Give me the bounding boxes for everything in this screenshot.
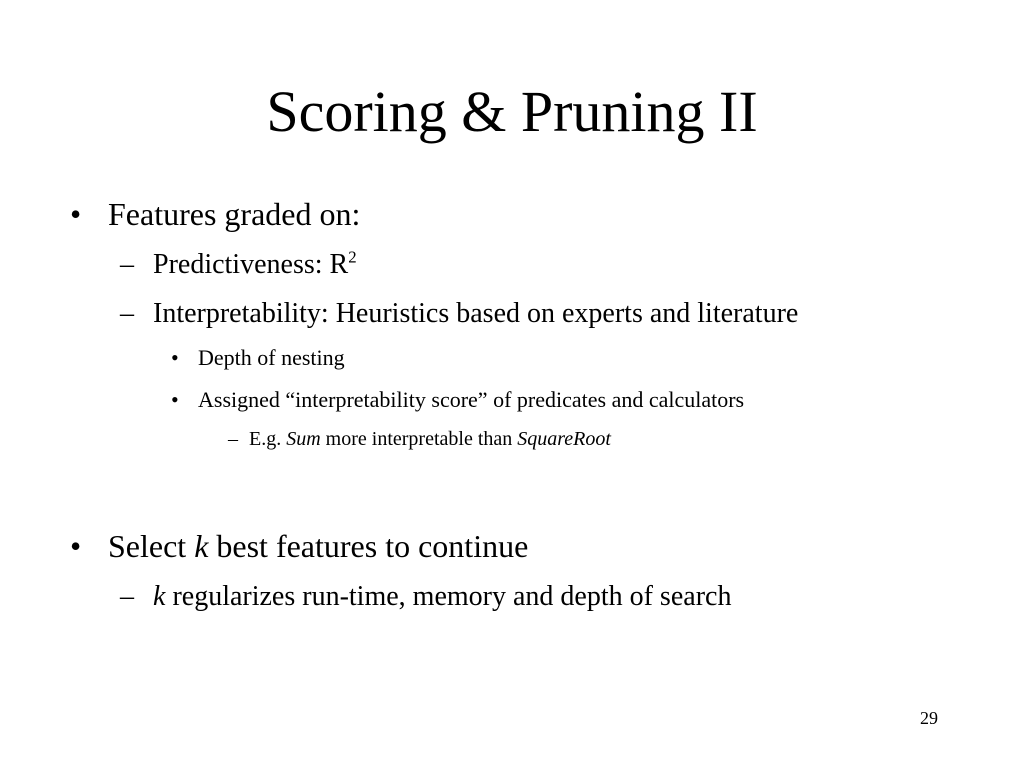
- example-sum: Sum: [286, 428, 321, 450]
- example-middle: more interpretable than: [320, 428, 518, 450]
- example-prefix: E.g.: [249, 428, 287, 450]
- example-squareroot: SquareRoot: [517, 428, 611, 450]
- dash-marker: –: [120, 249, 134, 280]
- bullet-marker: •: [171, 387, 179, 412]
- sub-sub-bullet-depth-nesting: Depth of nesting: [198, 345, 345, 370]
- predictiveness-superscript: 2: [348, 247, 357, 267]
- sub-bullet-predictiveness: [153, 248, 357, 282]
- bullet-marker: •: [70, 528, 82, 564]
- bullet-select-k: [108, 527, 528, 565]
- dash-marker: –: [228, 428, 238, 450]
- select-suffix: best features to continue: [208, 528, 529, 564]
- k-italic: k: [153, 581, 166, 612]
- select-prefix: Select: [108, 528, 195, 564]
- example-line: [249, 426, 611, 452]
- dash-marker: –: [120, 581, 134, 612]
- bullet-marker: •: [70, 196, 82, 232]
- slide-title: Scoring & Pruning II: [266, 79, 758, 144]
- k-regularizes-text: regularizes run-time, memory and depth of search: [165, 581, 732, 612]
- select-k: k: [194, 528, 209, 564]
- sub-sub-bullet-assigned-score: Assigned “interpretability score” of predicates and calculators: [198, 387, 745, 412]
- sub-bullet-k-regularizes: [153, 580, 731, 614]
- bullet-marker: •: [171, 345, 179, 370]
- dash-marker: –: [120, 298, 134, 329]
- predictiveness-label: Predictiveness: R: [153, 249, 349, 280]
- sub-bullet-interpretability: Interpretability: Heuristics based on experts and literature: [153, 298, 799, 329]
- page-number: 29: [920, 708, 938, 728]
- bullet-features-graded: Features graded on:: [108, 196, 361, 232]
